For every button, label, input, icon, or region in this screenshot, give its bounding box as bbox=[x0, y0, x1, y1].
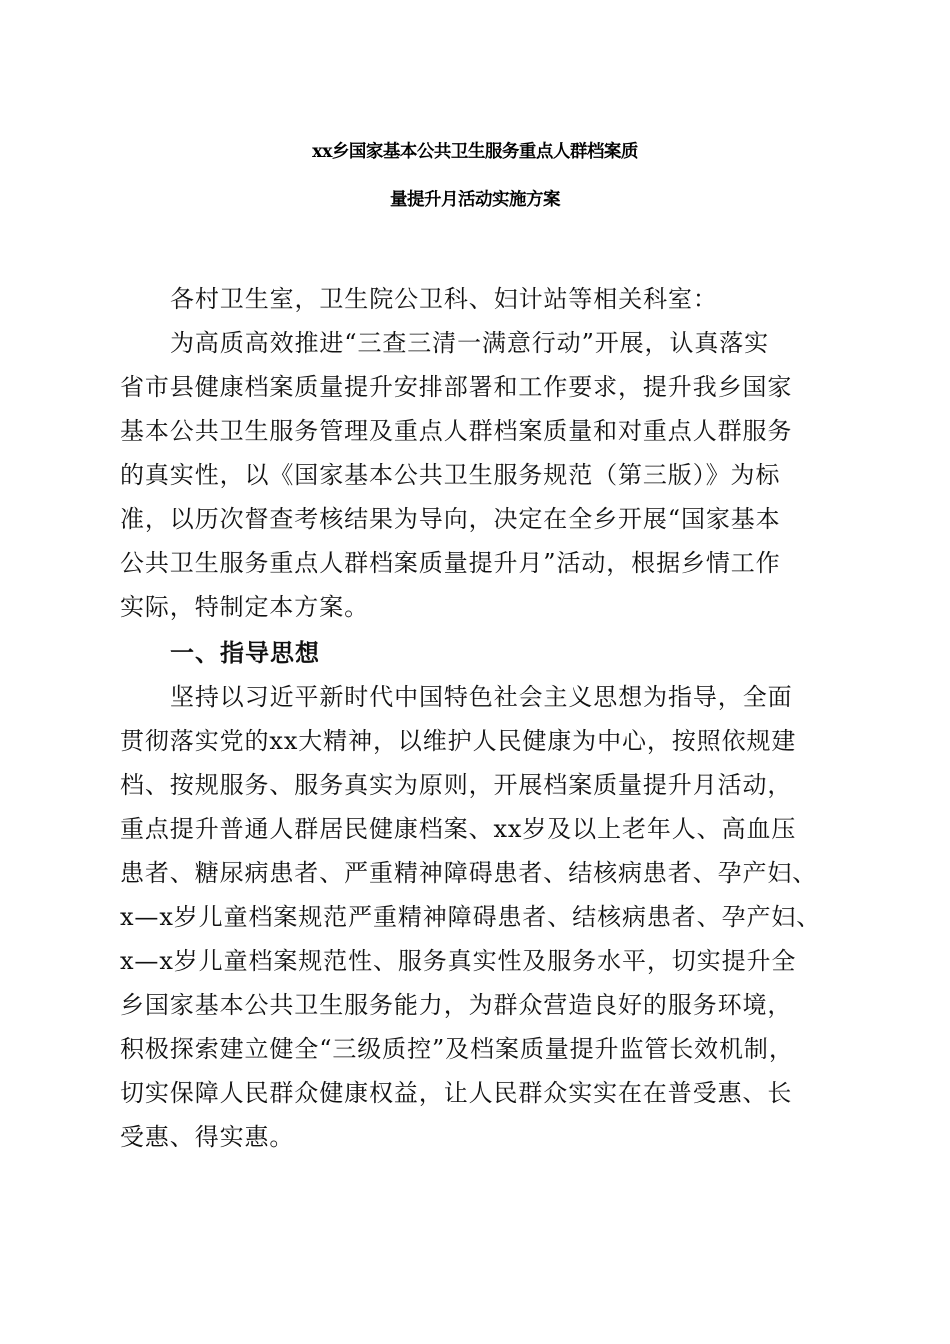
paragraph-line: 患者、糖尿病患者、严重精神障碍患者、结核病患者、孕产妇、 bbox=[120, 859, 818, 887]
paragraph-line: 基本公共卫生服务管理及重点人群档案质量和对重点人群服务 bbox=[120, 417, 793, 445]
paragraph-line: 的真实性，以《国家基本公共卫生服务规范（第三版）》为标 bbox=[120, 461, 781, 489]
paragraph-line: x—x岁儿童档案规范性、服务真实性及服务水平，切实提升全 bbox=[120, 947, 797, 975]
paragraph-line: x—x岁儿童档案规范严重精神障碍患者、结核病患者、孕产妇、 bbox=[120, 903, 822, 931]
paragraph-line: 准，以历次督查考核结果为导向，决定在全乡开展“国家基本 bbox=[120, 505, 781, 533]
paragraph-line: 省市县健康档案质量提升安排部署和工作要求，提升我乡国家 bbox=[120, 373, 793, 401]
paragraph-line: 贯彻落实党的xx大精神，以维护人民健康为中心，按照依规建 bbox=[120, 727, 797, 755]
document-title-line-2: 量提升月活动实施方案 bbox=[390, 190, 560, 210]
paragraph-line: 积极探索建立健全“三级质控”及档案质量提升监管长效机制， bbox=[120, 1035, 794, 1063]
paragraph-line: 公共卫生服务重点人群档案质量提升月”活动，根据乡情工作 bbox=[120, 549, 781, 577]
paragraph-line: 实际，特制定本方案。 bbox=[120, 593, 369, 621]
paragraph-line: 档、按规服务、服务真实为原则，开展档案质量提升月活动， bbox=[120, 771, 793, 799]
paragraph-line: 受惠、得实惠。 bbox=[120, 1123, 295, 1151]
paragraph-line: 乡国家基本公共卫生服务能力，为群众营造良好的服务环境， bbox=[120, 991, 793, 1019]
paragraph-line: 为高质高效推进“三查三清一满意行动”开展，认真落实 bbox=[170, 329, 770, 357]
salutation: 各村卫生室，卫生院公卫科、妇计站等相关科室： bbox=[170, 285, 718, 313]
paragraph-line: 切实保障人民群众健康权益，让人民群众实实在在普受惠、长 bbox=[120, 1079, 793, 1107]
section-heading: 一、指导思想 bbox=[170, 639, 320, 667]
paragraph-line: 坚持以习近平新时代中国特色社会主义思想为指导，全面 bbox=[170, 683, 793, 711]
document-title-line-1: xx乡国家基本公共卫生服务重点人群档案质 bbox=[312, 142, 638, 162]
paragraph-line: 重点提升普通人群居民健康档案、xx岁及以上老年人、高血压 bbox=[120, 815, 797, 843]
